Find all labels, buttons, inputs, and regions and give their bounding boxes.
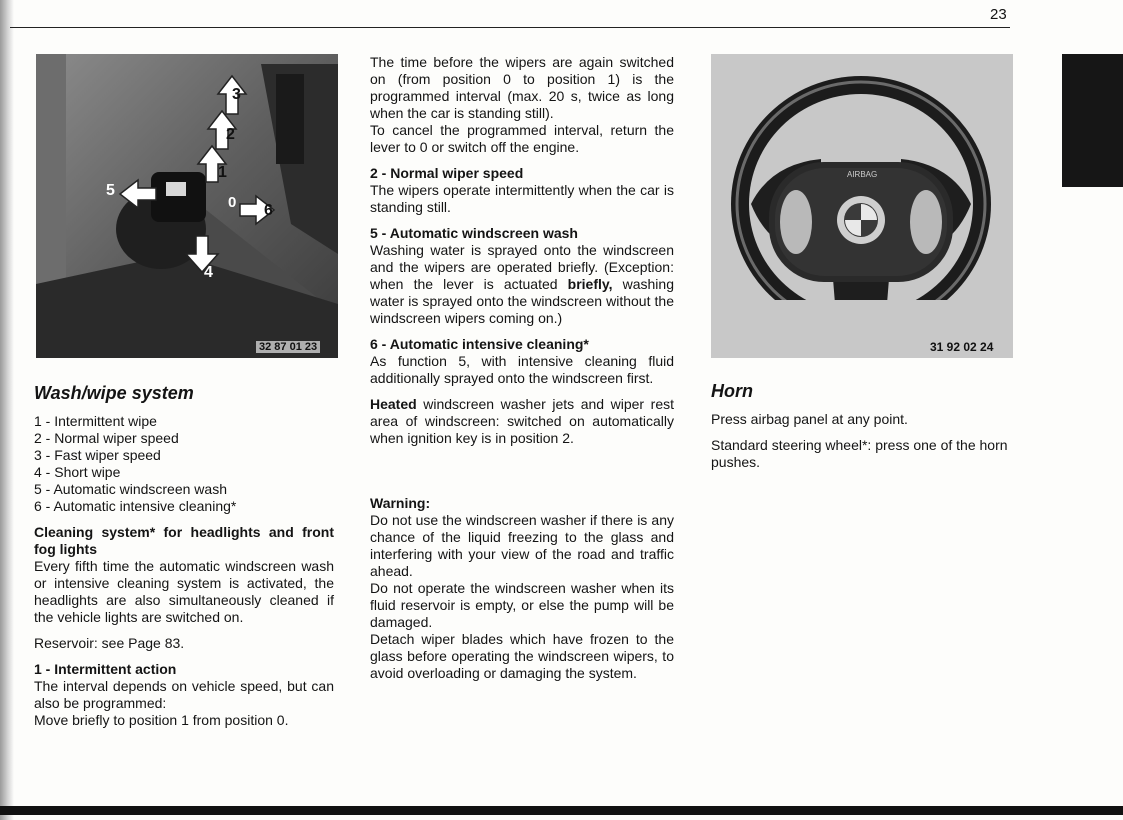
auto-wash-bold: briefly,: [567, 276, 613, 292]
auto-wash-text-part1: Washing water is sprayed onto the windscreen and the wipers are operated briefly. (Exception: when the lever is actuated: [370, 242, 674, 292]
heated-text: windscreen washer jets and wiper rest area of windscreen: switched on automatically when ignition key is in position 2.: [370, 396, 674, 446]
function-item-2: 2 - Normal wiper speed: [34, 430, 179, 446]
callout-3: 3: [232, 86, 241, 103]
auto-wash-heading: 5 - Automatic windscreen wash: [370, 225, 578, 241]
figure-code-left: 32 87 01 23: [256, 341, 320, 353]
steering-wheel-photo: [711, 54, 1013, 358]
cleaning-system-text: Every fifth time the automatic windscreen wash or intensive cleaning system is activated, the headlights are also simultaneously cleaned if the vehicle lights are switched on.: [34, 558, 334, 625]
heated-bold: Heated: [370, 396, 417, 412]
horn-text-2: Standard steering wheel*: press one of the horn pushes.: [711, 437, 1008, 470]
switch-position-0: 0: [228, 194, 237, 211]
function-item-1: 1 - Intermittent wipe: [34, 413, 157, 429]
page-bottom-edge: [0, 806, 1123, 815]
callout-2: 2: [226, 126, 235, 143]
function-item-4: 4 - Short wipe: [34, 464, 121, 480]
intermittent-text-2: Move briefly to position 1 from position 0.: [34, 712, 289, 728]
function-item-5: 5 - Automatic windscreen wash: [34, 481, 227, 497]
intensive-cleaning-text: As function 5, with intensive cleaning fluid additionally sprayed onto the windscreen first.: [370, 353, 674, 386]
normal-speed-heading: 2 - Normal wiper speed: [370, 165, 524, 181]
callout-4: 4: [204, 264, 213, 281]
airbag-label: AIRBAG: [847, 170, 878, 179]
callout-6: 6: [264, 202, 273, 219]
middle-column: [370, 54, 674, 682]
left-column: [34, 382, 334, 729]
page-edge-shadow: [0, 0, 14, 820]
normal-speed-text: The wipers operate intermittently when the car is standing still.: [370, 182, 674, 215]
warning-heading: Warning:: [370, 495, 431, 511]
auto-wash-text-part2: washing water is sprayed onto the windscreen without the windscreen wipers coming on.): [370, 276, 674, 326]
heated-jets-text: [370, 396, 674, 447]
thumb-index-tab: [1062, 54, 1123, 187]
interval-paragraph: The time before the wipers are again switched on (from position 0 to position 1) is the programmed interval (max. 20 s, twice as long when the car is standing still).: [370, 54, 674, 121]
cleaning-system-heading: Cleaning system* for headlights and front fog lights: [34, 524, 334, 557]
wash-wipe-heading: Wash/wipe system: [34, 383, 194, 403]
function-item-6: 6 - Automatic intensive cleaning*: [34, 498, 237, 514]
warning-text-2: Do not operate the windscreen washer when its fluid reservoir is empty, or else the pump will be damaged.: [370, 580, 674, 630]
reservoir-reference: Reservoir: see Page 83.: [34, 635, 185, 651]
auto-wash-text: [370, 242, 674, 327]
right-column: [711, 380, 1015, 471]
warning-text-1: Do not use the windscreen washer if there is any chance of the liquid freezing to the glass and interfering with your view of the road and traffic ahead.: [370, 512, 674, 579]
horn-text-1: Press airbag panel at any point.: [711, 411, 908, 427]
callout-1: 1: [218, 164, 227, 181]
horn-heading: Horn: [711, 381, 753, 401]
warning-text-3: Detach wiper blades which have frozen to the glass before operating the windscreen wipers, to avoid overloading or damaging the system.: [370, 631, 674, 681]
function-item-3: 3 - Fast wiper speed: [34, 447, 161, 463]
intermittent-heading: 1 - Intermittent action: [34, 661, 177, 677]
intermittent-text: The interval depends on vehicle speed, but can also be programmed:: [34, 678, 334, 711]
wiper-lever-photo: [36, 54, 338, 358]
page-number: 23: [990, 6, 1007, 23]
figure-code-right: 31 92 02 24: [930, 340, 994, 354]
callout-5: 5: [106, 182, 115, 199]
intensive-cleaning-heading: 6 - Automatic intensive cleaning*: [370, 336, 589, 352]
cancel-interval-paragraph: To cancel the programmed interval, return the lever to 0 or switch off the engine.: [370, 122, 674, 155]
header-rule: [10, 27, 1010, 28]
